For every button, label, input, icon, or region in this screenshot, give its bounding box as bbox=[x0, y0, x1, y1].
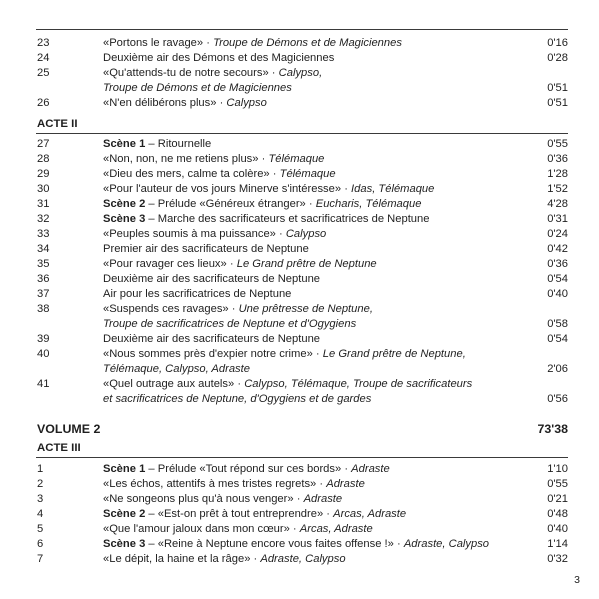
track-title: «Le dépit, la haine et la râge» · Adraste, Calypso bbox=[103, 553, 346, 565]
track-title: Scène 2 – «Est-on prêt à tout entreprendre» · Arcas, Adraste bbox=[103, 508, 407, 520]
track-title: «Suspends ces ravages» · Une prêtresse de Neptune, bbox=[103, 303, 373, 315]
track-title: Scène 3 – Marche des sacrificateurs et sacrificatrices de Neptune bbox=[103, 213, 430, 225]
act-heading: ACTE II bbox=[37, 118, 78, 130]
divider bbox=[36, 29, 568, 30]
track-duration: 0'16 bbox=[547, 37, 568, 49]
track-duration: 0'55 bbox=[547, 478, 568, 490]
track-number: 1 bbox=[37, 463, 44, 475]
track-number: 38 bbox=[37, 303, 50, 315]
track-title: «Nous sommes près d'expier notre crime» · Le Grand prêtre de Neptune, bbox=[103, 348, 466, 360]
track-title: «Ne songeons plus qu'à nous venger» · Adraste bbox=[103, 493, 343, 505]
track-title: «Quel outrage aux autels» · Calypso, Télémaque, Troupe de sacrificateurs bbox=[103, 378, 473, 390]
track-title: Air pour les sacrificatrices de Neptune bbox=[103, 288, 292, 300]
track-title: Deuxième air des sacrificateurs de Neptune bbox=[103, 273, 321, 285]
track-duration: 4'28 bbox=[547, 198, 568, 210]
track-number: 31 bbox=[37, 198, 50, 210]
track-title: «Pour ravager ces lieux» · Le Grand prêtre de Neptune bbox=[103, 258, 377, 270]
track-duration: 0'36 bbox=[547, 153, 568, 165]
track-number: 35 bbox=[37, 258, 50, 270]
track-number: 26 bbox=[37, 97, 50, 109]
track-duration: 0'56 bbox=[547, 393, 568, 405]
track-title: «Que l'amour jaloux dans mon cœur» · Arcas, Adraste bbox=[103, 523, 373, 535]
track-duration: 0'51 bbox=[547, 97, 568, 109]
track-duration: 0'48 bbox=[547, 508, 568, 520]
track-number: 39 bbox=[37, 333, 50, 345]
track-duration: 0'40 bbox=[547, 523, 568, 535]
track-duration: 1'28 bbox=[547, 168, 568, 180]
track-duration: 0'54 bbox=[547, 273, 568, 285]
divider bbox=[36, 133, 568, 134]
track-title: Deuxième air des Démons et des Magiciennes bbox=[103, 52, 335, 64]
track-number: 32 bbox=[37, 213, 50, 225]
track-duration: 0'42 bbox=[547, 243, 568, 255]
track-number: 23 bbox=[37, 37, 50, 49]
track-title: Scène 3 – «Reine à Neptune encore vous faites offense !» · Adraste, Calypso bbox=[103, 538, 490, 550]
track-number: 37 bbox=[37, 288, 50, 300]
tracklist-page: 23 «Portons le ravage» · Troupe de Démons et de Magiciennes 0'16 24 Deuxième air des Démons et des Magiciennes 0'28 25 «Qu'attends-tu de notre secours» · Calypso, Troupe de Démons et de Magiciennes 0'51 26 «N'en délibérons plus» · Calypso 0'51 ACTE II 27 Scène 1 – Ritournelle 0'55 28 «Non, non, ne me retiens plus» · Télémaque 0'36 29 «Dieu des mers, calme ta colère» · Télémaque 1'28 30 «Pour l'auteur de vos jours Minerve s'intéresse» · Idas, Télémaque 1'52 31 Scène 2 – Prélude «Généreux étranger» · Eucharis, Télémaque 4'28 32 Scène 3 – Marche des sacrificateurs et sacrificatrices de Neptune 0'31 33 «Peuples soumis à ma puissance» · Calypso 0'24 34 Premier air des sacrificateurs de Neptune 0'42 35 «Pour ravager ces lieux» · Le Grand prêtre de Neptune 0'36 36 Deuxième air des sacrificateurs de Neptune 0'54 37 Air pour les sacrificatrices de Neptune 0'40 38 «Suspends ces ravages» · Une prêtresse de Neptune, Troupe de sacrificatrices de Neptune et d'Ogygiens 0'58 39 Deuxième air des sacrificateurs de Neptune 0'54 40 «Nous sommes près d'expier notre crime» · Le Grand prêtre de Neptune, Télémaque, Calypso, Adraste 2'06 41 «Quel outrage aux autels» · Calypso, Télémaque, Troupe de sacrificateurs et sacrificatrices de Neptune, d'Ogygiens et de gardes 0'56 VOLUME 2 73'38 ACTE III 1 Scène 1 – Prélude «Tout répond sur ces bords» · Adraste 1'10 2 «Les échos, attentifs à mes tristes regrets» · Adraste 0'55 3 «Ne songeons plus qu'à nous venger» · Adraste 0'21 4 Scène 2 – «Est-on prêt à tout entreprendre» · Arcas, Adraste 0'48 5 «Que l'amour jaloux dans mon cœur» · Arcas, Adraste 0'40 6 Scène 3 – «Reine à Neptune encore vous faites offense !» · Adraste, Calypso 1'14 7 «Le dépit, la haine et la râge» · Adraste, Calypso 0'32 3 bbox=[0, 0, 599, 599]
track-title: «Pour l'auteur de vos jours Minerve s'intéresse» · Idas, Télémaque bbox=[103, 183, 435, 195]
track-duration: 2'06 bbox=[547, 363, 568, 375]
track-title: Scène 1 – Ritournelle bbox=[103, 138, 212, 150]
track-duration: 0'21 bbox=[547, 493, 568, 505]
divider bbox=[36, 457, 568, 458]
track-number: 3 bbox=[37, 493, 44, 505]
volume-title: VOLUME 2 bbox=[37, 422, 101, 436]
track-number: 4 bbox=[37, 508, 44, 520]
track-number: 7 bbox=[37, 553, 44, 565]
track-number: 30 bbox=[37, 183, 50, 195]
track-duration: 1'10 bbox=[547, 463, 568, 475]
track-duration: 0'31 bbox=[547, 213, 568, 225]
track-duration: 0'36 bbox=[547, 258, 568, 270]
track-number: 27 bbox=[37, 138, 50, 150]
track-title: «Peuples soumis à ma puissance» · Calypso bbox=[103, 228, 327, 240]
act-heading: ACTE III bbox=[37, 442, 81, 454]
track-title: «Portons le ravage» · Troupe de Démons et de Magiciennes bbox=[103, 37, 402, 49]
track-number: 6 bbox=[37, 538, 44, 550]
track-number: 24 bbox=[37, 52, 50, 64]
track-title: Scène 2 – Prélude «Généreux étranger» · Eucharis, Télémaque bbox=[103, 198, 422, 210]
track-title: «Les échos, attentifs à mes tristes regrets» · Adraste bbox=[103, 478, 365, 490]
track-title: «N'en délibérons plus» · Calypso bbox=[103, 97, 267, 109]
track-number: 29 bbox=[37, 168, 50, 180]
track-duration: 1'52 bbox=[547, 183, 568, 195]
track-number: 41 bbox=[37, 378, 50, 390]
track-duration: 0'32 bbox=[547, 553, 568, 565]
track-number: 2 bbox=[37, 478, 44, 490]
track-duration: 0'55 bbox=[547, 138, 568, 150]
track-number: 28 bbox=[37, 153, 50, 165]
track-title: Deuxième air des sacrificateurs de Neptune bbox=[103, 333, 321, 345]
track-duration: 0'51 bbox=[547, 82, 568, 94]
track-number: 25 bbox=[37, 67, 50, 79]
track-number: 5 bbox=[37, 523, 44, 535]
track-number: 40 bbox=[37, 348, 50, 360]
volume-duration: 73'38 bbox=[537, 422, 568, 436]
track-title: «Qu'attends-tu de notre secours» · Calypso, bbox=[103, 67, 323, 79]
track-duration: 0'54 bbox=[547, 333, 568, 345]
track-duration: 0'24 bbox=[547, 228, 568, 240]
track-number: 34 bbox=[37, 243, 50, 255]
track-title: Premier air des sacrificateurs de Neptune bbox=[103, 243, 309, 255]
track-number: 36 bbox=[37, 273, 50, 285]
track-number: 33 bbox=[37, 228, 50, 240]
track-duration: 1'14 bbox=[547, 538, 568, 550]
track-duration: 0'58 bbox=[547, 318, 568, 330]
page-number: 3 bbox=[574, 574, 580, 586]
track-duration: 0'28 bbox=[547, 52, 568, 64]
track-title: «Non, non, ne me retiens plus» · Télémaque bbox=[103, 153, 325, 165]
track-title: Scène 1 – Prélude «Tout répond sur ces bords» · Adraste bbox=[103, 463, 390, 475]
track-duration: 0'40 bbox=[547, 288, 568, 300]
track-title: «Dieu des mers, calme ta colère» · Télémaque bbox=[103, 168, 336, 180]
